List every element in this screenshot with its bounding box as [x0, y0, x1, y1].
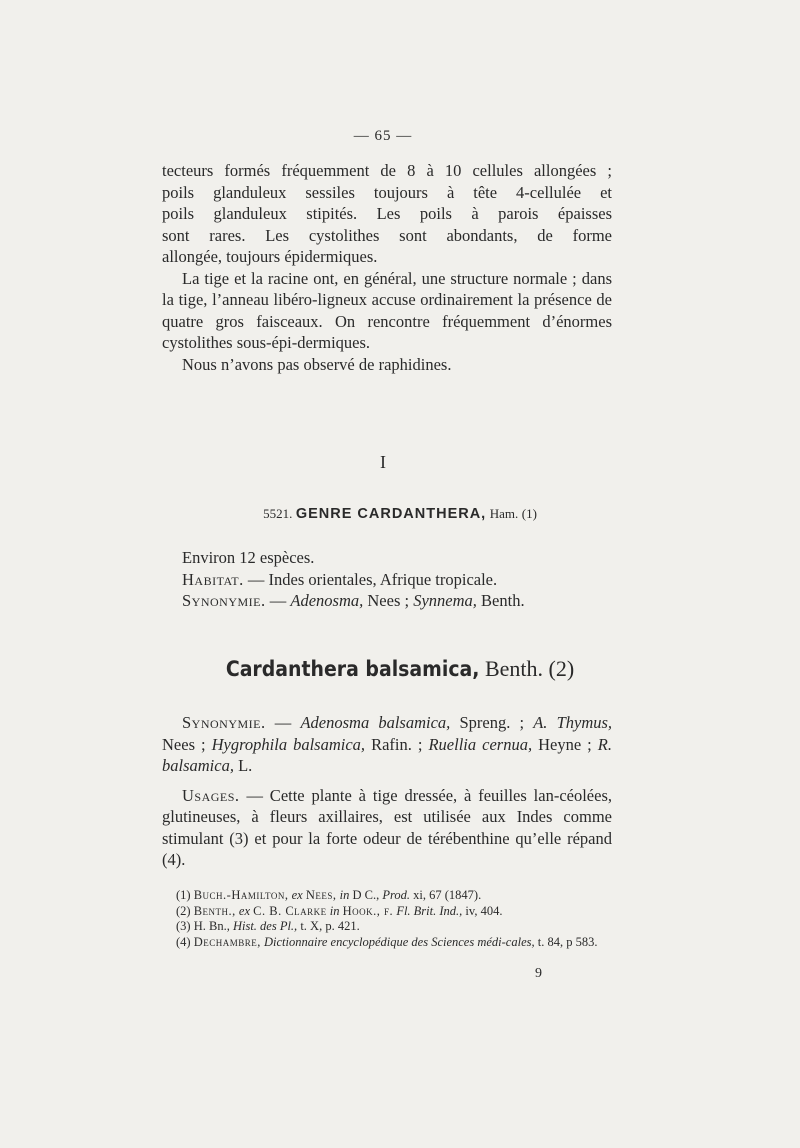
- intro-line: tecteurs formés fréquemment de 8 à 10 cellules allongées ;: [162, 161, 612, 180]
- intro-paragraph: [162, 160, 612, 375]
- footnote-ref: t. 84, p 583.: [537, 934, 598, 949]
- synonym-author: L.: [238, 756, 253, 775]
- usages-paragraph: [162, 785, 612, 871]
- footnote-ex: ex: [291, 888, 303, 902]
- genre-heading: [0, 506, 800, 523]
- synonym-author: Nees ;: [367, 591, 410, 610]
- footnote: [162, 919, 602, 935]
- footnote-ref: t. X, p. 421.: [300, 919, 360, 933]
- footnote-title: Dictionnaire encyclopédique des Sciences médi-cales,: [264, 934, 535, 949]
- section-numeral: I: [380, 452, 386, 472]
- synonym-author: Rafin. ;: [371, 734, 423, 754]
- footnote: [162, 935, 602, 951]
- footnote-in: in: [339, 888, 350, 902]
- footnote-author: Benth.,: [193, 903, 236, 918]
- footnote-ref: iv, 404.: [465, 903, 503, 918]
- footnote-in: in: [329, 903, 340, 918]
- synonym-name: R. balsamica,: [162, 734, 613, 775]
- footnote-author: Dechambre,: [193, 934, 261, 949]
- raphidines-paragraph: Nous n’avons pas observé de raphidines.: [182, 354, 452, 374]
- synonym-genus: Adenosma,: [290, 591, 364, 610]
- footnote-number: (1): [176, 888, 191, 902]
- footnote-author: H. Bn.,: [193, 919, 230, 933]
- synonym-author: Nees ;: [162, 734, 206, 754]
- intro-line: sont rares. Les cystolithes sont abondants, de forme: [162, 225, 612, 245]
- species-name: Cardanthera balsamica,: [225, 657, 480, 681]
- usages-text: — Cette plante à tige dressée, à feuilles lan-céolées, glutineuses, à fleurs axillaires, est utilisée aux Indes comme stimulant (3) et pour la forte odeur de térébenthine qu’elle répand (4).: [162, 785, 612, 869]
- intro-line: poils glanduleux sessiles toujours à tête 4-cellulée et: [162, 182, 612, 202]
- genre-name: GENRE CARDANTHERA,: [295, 506, 487, 522]
- genre-ref: (1): [521, 506, 537, 521]
- habitat-line: [162, 569, 612, 591]
- genre-synonymie-line: [162, 590, 612, 612]
- footnote-author: Hook., f.: [342, 903, 394, 918]
- footnote: [162, 904, 602, 920]
- footnote-ex: ex: [238, 903, 251, 918]
- footnotes: [162, 888, 602, 950]
- footnote-title: Fl. Brit. Ind.,: [396, 903, 463, 918]
- footnote-number: (4): [176, 934, 191, 949]
- footnote-title: Hist. des Pl.,: [232, 919, 298, 933]
- species-heading: [0, 656, 800, 682]
- footnote-number: (2): [176, 903, 191, 918]
- genre-number: 5521.: [263, 506, 293, 521]
- species-body: [162, 712, 612, 871]
- genre-author: Ham.: [489, 506, 519, 521]
- footnote-number: (3): [176, 919, 191, 933]
- genre-info: [162, 547, 612, 612]
- species-synonymie: [162, 712, 612, 777]
- intro-line: allongée, toujours épidermiques.: [162, 247, 378, 266]
- synonym-name: A. Thymus,: [533, 713, 613, 732]
- synonymie-dash: —: [269, 591, 287, 610]
- species-ref: (2): [548, 656, 575, 681]
- footnote-author: C. B. Clarke: [253, 903, 327, 918]
- footnote-title: Prod.: [382, 888, 411, 902]
- synonymie-label: Synonymie.: [182, 713, 266, 732]
- synonym-author: Spreng. ;: [459, 713, 525, 732]
- species-count: Environ 12 espèces.: [182, 548, 315, 567]
- page-number: — 65 —: [353, 128, 413, 144]
- synonym-name: Hygrophila balsamica,: [211, 734, 366, 754]
- intro-line: poils glanduleux stipités. Les poils à parois épaisses: [162, 204, 612, 223]
- habitat-label: Habitat.: [182, 569, 244, 589]
- synonymie-label: Synonymie.: [182, 591, 266, 610]
- species-author: Benth.: [484, 656, 544, 681]
- footnote-author: Buch.-Hamilton,: [193, 888, 289, 902]
- usages-label: Usages.: [182, 785, 240, 805]
- synonym-name: Adenosma balsamica,: [300, 713, 451, 732]
- synonym-author: Heyne ;: [538, 734, 592, 754]
- footnote-author: D C.,: [352, 888, 380, 902]
- structure-paragraph: La tige et la racine ont, en général, une structure normale ; dans la tige, l’anneau libéro-ligneux accuse ordinairement la présence de quatre gros faisceaux. On rencontre fréquemment d’énormes cystolithes sous-épi-dermiques.: [162, 268, 612, 352]
- footnote-author: Nees,: [305, 888, 337, 902]
- footnote-ref: xi, 67 (1847).: [413, 888, 482, 902]
- habitat-text: — Indes orientales, Afrique tropicale.: [247, 569, 498, 589]
- synonym-name: Ruellia cernua,: [428, 734, 533, 754]
- footnote: [162, 888, 602, 904]
- synonym-author: Benth.: [481, 591, 525, 610]
- signature-mark: 9: [535, 966, 542, 981]
- synonymie-dash: —: [274, 713, 292, 732]
- synonym-genus: Synnema,: [413, 591, 477, 610]
